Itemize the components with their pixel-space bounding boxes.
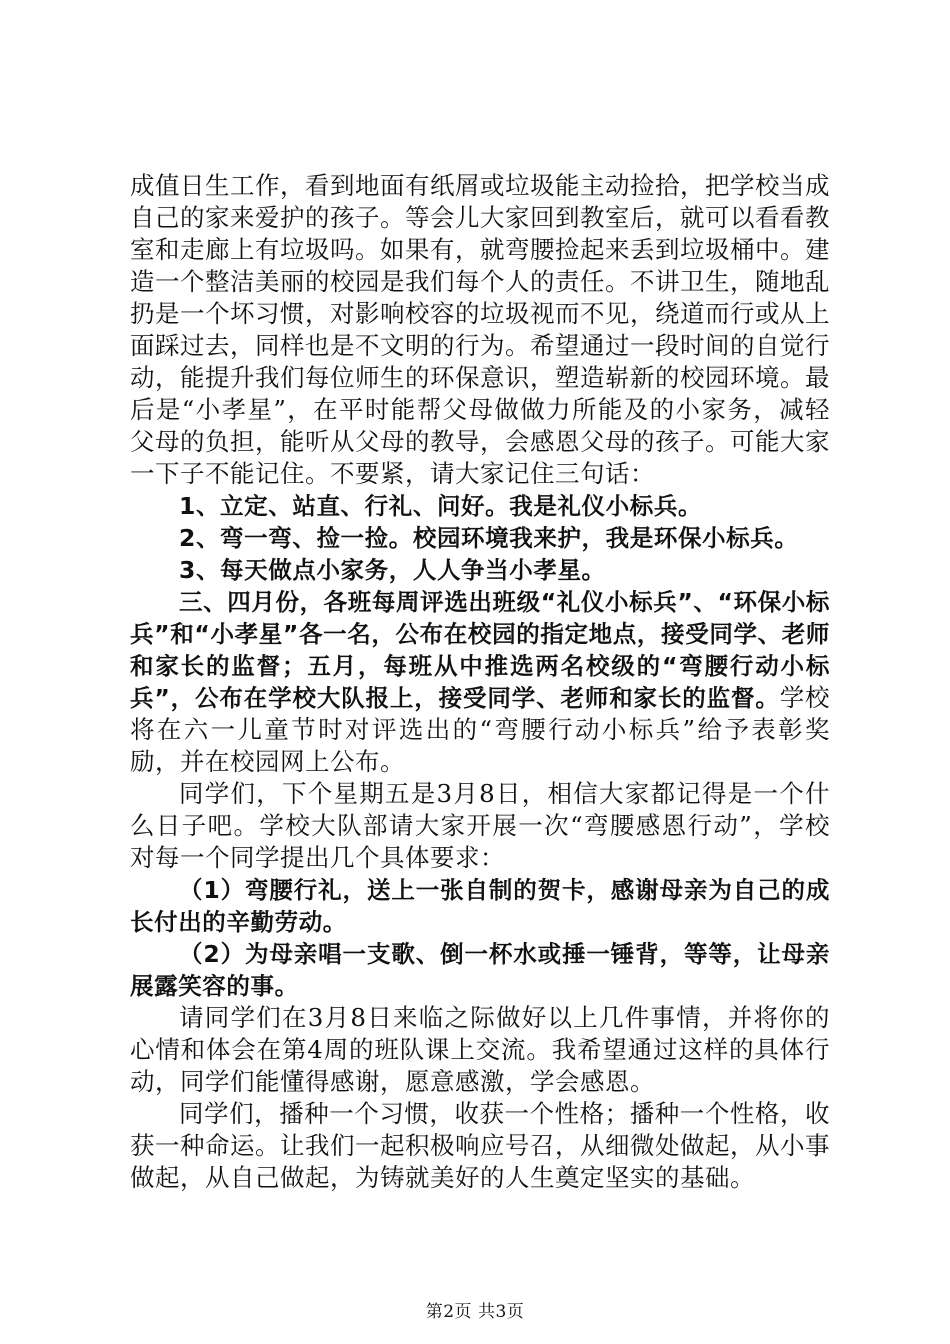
requirement-2: （2）为母亲唱一支歌、倒一杯水或捶一锤背，等等，让母亲展露笑容的事。 — [130, 940, 830, 1000]
requirement-1: （1）弯腰行礼，送上一张自制的贺卡，感谢母亲为自己的成长付出的辛勤劳动。 — [130, 876, 830, 936]
paragraph-request: 请同学们在3月8日来临之际做好以上几件事情，并将你的心情和体会在第4周的班队课上交流。我希望通过这样的具体行动，同学们能懂得感谢，愿意感激，学会感恩。 — [130, 1003, 830, 1096]
list-item-1: 1、立定、站直、行礼、问好。我是礼仪小标兵。 — [179, 492, 703, 520]
page-number-footer: 第2页 共3页 — [425, 1302, 525, 1322]
section-three-normal-text: 学校将在六一儿童节时对评选出的“弯腰行动小标兵”给予表彰奖励，并在校园网上公布。 — [130, 683, 830, 776]
list-item-2: 2、弯一弯、捡一捡。校园环境我来护，我是环保小标兵。 — [179, 524, 799, 552]
paragraph-march-eighth: 同学们，下个星期五是3月8日，相信大家都记得是一个什么日子吧。学校大队部请大家开展一次“弯腰感恩行动”，学校对每一个同学提出几个具体要求： — [130, 779, 830, 872]
list-item-3: 3、每天做点小家务，人人争当小孝星。 — [179, 556, 606, 584]
paragraph-section-three — [130, 586, 830, 778]
section-three-bold-text: 三、四月份，各班每周评选出班级“礼仪小标兵”、“环保小标兵”和“小孝星”各一名，公布在校园的指定地点，接受同学、老师和家长的监督；五月，每班从中推选两名校级的“弯腰行动小标兵”，公布在学校大队报上，接受同学、老师和家长的监督。 — [130, 588, 830, 712]
paragraph-intro: 成值日生工作，看到地面有纸屑或垃圾能主动捡拾，把学校当成自己的家来爱护的孩子。等会儿大家回到教室后，就可以看看教室和走廊上有垃圾吗。如果有，就弯腰捡起来丢到垃圾桶中。建造一个整洁美丽的校园是我们每个人的责任。不讲卫生，随地乱扔是一个坏习惯，对影响校容的垃圾视而不见，绕道而行或从上面踩过去，同样也是不文明的行为。希望通过一段时间的自觉行动，能提升我们每位师生的环保意识，塑造崭新的校园环境。最后是“小孝星”，在平时能帮父母做做力所能及的小家务，减轻父母的负担，能听从父母的教导，会感恩父母的孩子。可能大家一下子不能记住。不要紧，请大家记住三句话： — [130, 171, 830, 488]
document-body — [130, 170, 830, 1194]
paragraph-conclusion: 同学们，播种一个习惯，收获一个性格；播种一个性格，收获一种命运。让我们一起积极响应号召，从细微处做起，从小事做起，从自己做起，为铸就美好的人生奠定坚实的基础。 — [130, 1099, 830, 1192]
